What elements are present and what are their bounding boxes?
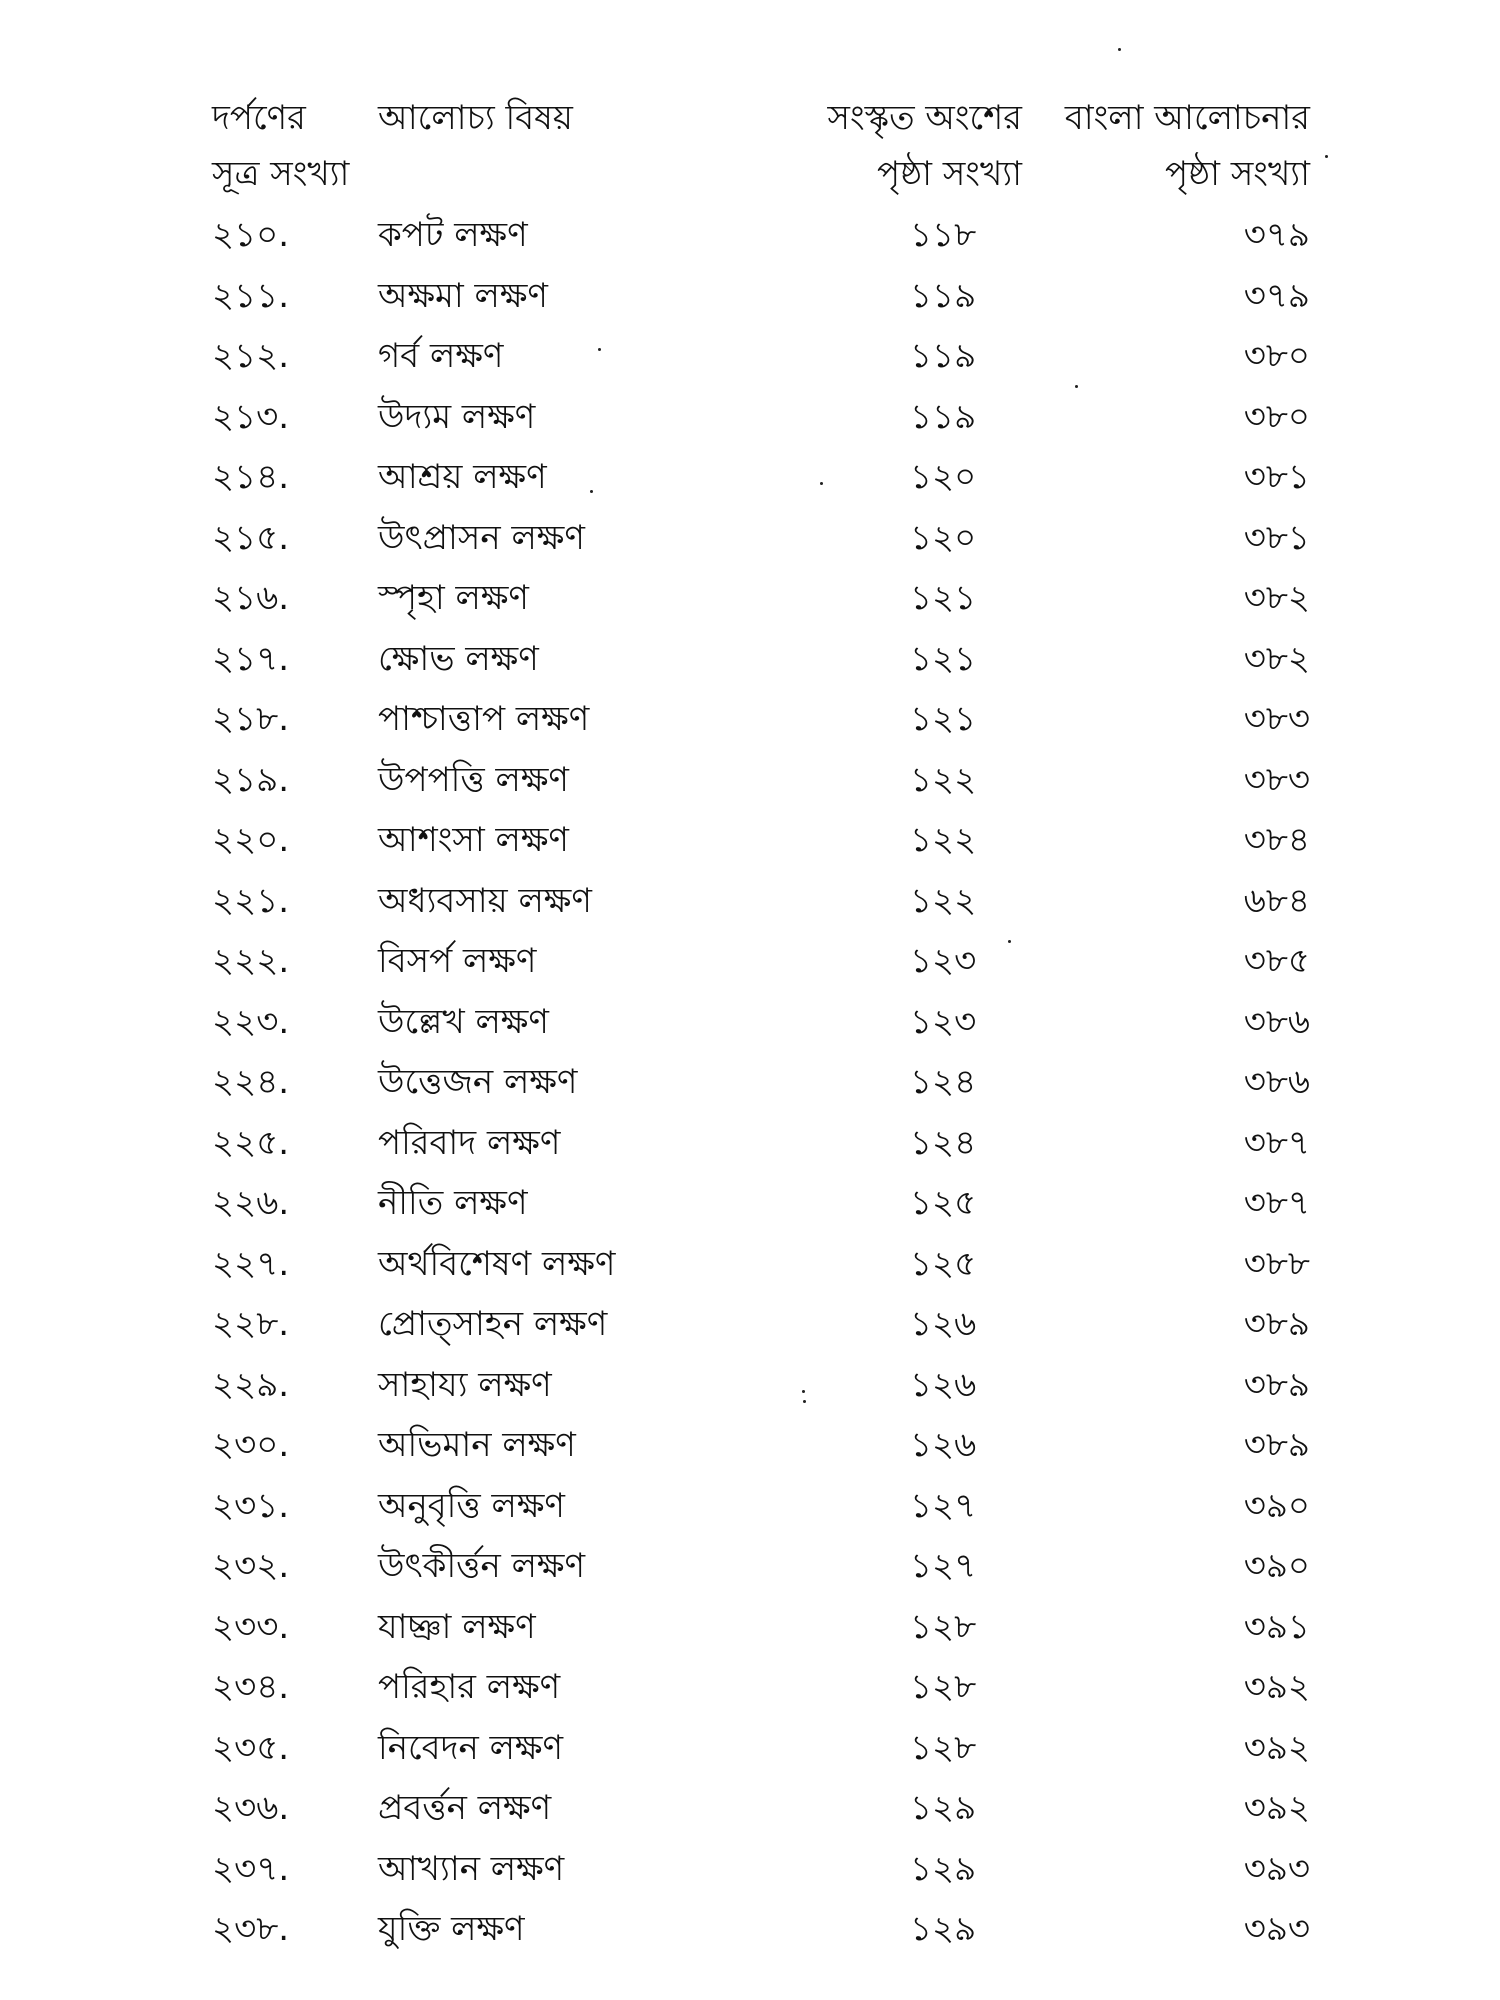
bangla-page-number: ৩৮২	[1243, 638, 1310, 679]
header-line: দর্পণের	[212, 98, 306, 138]
bangla-page-number: ৩৮৬	[1243, 1001, 1310, 1042]
table-row	[0, 1476, 1500, 1537]
sanskrit-page-number: ১১৯	[910, 336, 977, 376]
sutra-number: ২২১.	[212, 880, 290, 921]
topic-name: অভিমান লক্ষণ	[378, 1425, 576, 1465]
table-row	[0, 1113, 1500, 1174]
bangla-page-number: ৩৮৯	[1243, 1425, 1310, 1465]
sutra-number: ২২০.	[212, 820, 290, 860]
bangla-page-number: ৩৮০	[1243, 396, 1310, 437]
sutra-number: ২১০.	[212, 215, 290, 255]
bangla-page-number: ৩৮৭	[1243, 1183, 1310, 1223]
sutra-number: ২১৬.	[212, 578, 290, 618]
table-row	[0, 629, 1500, 690]
sanskrit-page-number: ১২১	[910, 638, 977, 679]
sutra-number: ২২৮.	[212, 1304, 290, 1344]
sanskrit-page-number: ১২৯	[910, 1848, 977, 1889]
topic-name: অর্থবিশেষণ লক্ষণ	[378, 1243, 616, 1284]
table-row	[0, 1536, 1500, 1597]
topic-name: প্রবর্ত্তন লক্ষণ	[378, 1788, 552, 1828]
scan-speck	[1008, 940, 1011, 943]
header-line: আলোচ্য বিষয়	[378, 98, 573, 138]
sutra-number: ২২৭.	[212, 1243, 290, 1284]
bangla-page-number: ৩৮৬	[1243, 1062, 1310, 1102]
sutra-number: ২২৬.	[212, 1183, 290, 1223]
bangla-page-number: ৩৯১	[1243, 1606, 1310, 1647]
scan-speck	[1118, 48, 1121, 51]
topic-name: অক্ষমা লক্ষণ	[378, 275, 548, 316]
sanskrit-page-number: ১২৬	[910, 1425, 977, 1465]
bangla-page-number: ৩৯২	[1243, 1727, 1310, 1768]
bangla-page-number: ৩৮১	[1243, 517, 1310, 558]
topic-name: যাচ্ঞা লক্ষণ	[378, 1606, 536, 1647]
scan-speck	[598, 348, 601, 351]
sanskrit-page-number: ১২৮	[910, 1667, 977, 1707]
bangla-page-number: ৩৯০	[1243, 1485, 1310, 1526]
sutra-number: ২৩২.	[212, 1546, 290, 1586]
sanskrit-page-number: ১২১	[910, 578, 977, 618]
topic-name: অনুবৃত্তি লক্ষণ	[378, 1485, 565, 1526]
topic-name: পরিহার লক্ষণ	[378, 1667, 561, 1707]
topic-name: পরিবাদ লক্ষণ	[378, 1122, 561, 1163]
sutra-number: ২৩১.	[212, 1485, 290, 1526]
table-row	[0, 1052, 1500, 1113]
topic-name: পাশ্চাত্তাপ লক্ষণ	[378, 699, 590, 739]
table-row	[0, 1718, 1500, 1779]
table-row	[0, 1657, 1500, 1718]
topic-name: উদ্যম লক্ষণ	[378, 396, 536, 437]
topic-name: উল্লেখ লক্ষণ	[378, 1001, 549, 1042]
bangla-page-number: ৩৮৪	[1243, 820, 1310, 860]
topic-name: উৎপ্রাসন লক্ষণ	[378, 517, 585, 558]
table-row	[0, 1899, 1500, 1960]
sutra-number: ২১৯.	[212, 759, 290, 800]
bangla-page-number: ৩৮৯	[1243, 1364, 1310, 1405]
bangla-page-number: ৩৮৫	[1243, 941, 1310, 981]
sutra-number: ২১১.	[212, 275, 290, 316]
sanskrit-page-number: ১২২	[910, 820, 977, 860]
bangla-page-number: ৩৮১	[1243, 457, 1310, 497]
table-row	[0, 387, 1500, 448]
scan-speck	[1325, 155, 1328, 158]
bangla-page-number: ৩৮৩	[1243, 699, 1310, 739]
sanskrit-page-number: ১২০	[910, 457, 977, 497]
sutra-number: ২১৭.	[212, 638, 290, 679]
sanskrit-page-number: ১২০	[910, 517, 977, 558]
sanskrit-page-number: ১২৯	[910, 1909, 977, 1949]
table-row	[0, 447, 1500, 508]
table-row	[0, 810, 1500, 871]
table-row	[0, 205, 1500, 266]
sanskrit-page-number: ১২৯	[910, 1788, 977, 1828]
topic-name: যুক্তি লক্ষণ	[378, 1909, 525, 1949]
topic-name: প্রোত্সাহন লক্ষণ	[378, 1304, 608, 1344]
sanskrit-page-number: ১২১	[910, 699, 977, 739]
header-sanskrit-page	[828, 90, 1022, 202]
sanskrit-page-number: ১২৬	[910, 1304, 977, 1344]
bangla-page-number: ৬৮৪	[1243, 880, 1310, 921]
scan-speck	[803, 1400, 806, 1403]
header-sutra-number	[212, 90, 349, 202]
table-row	[0, 1355, 1500, 1416]
topic-name: উৎকীর্ত্তন লক্ষণ	[378, 1546, 586, 1586]
sanskrit-page-number: ১২৫	[910, 1243, 977, 1284]
topic-name: বিসর্প লক্ষণ	[378, 941, 537, 981]
topic-name: কপট লক্ষণ	[378, 215, 528, 255]
topic-name: গর্ব লক্ষণ	[378, 336, 504, 376]
sanskrit-page-number: ১২৭	[910, 1546, 977, 1586]
table-row	[0, 931, 1500, 992]
table-row	[0, 266, 1500, 327]
table-body	[0, 205, 1500, 1960]
bangla-page-number: ৩৮৯	[1243, 1304, 1310, 1344]
sanskrit-page-number: ১২৮	[910, 1727, 977, 1768]
table-row	[0, 568, 1500, 629]
header-topic	[378, 90, 573, 146]
sutra-number: ২৩৫.	[212, 1727, 290, 1768]
scan-speck	[1075, 385, 1078, 388]
table-row	[0, 689, 1500, 750]
sanskrit-page-number: ১১৯	[910, 396, 977, 437]
bangla-page-number: ৩৯৩	[1243, 1848, 1310, 1889]
topic-name: ক্ষোভ লক্ষণ	[378, 638, 539, 679]
sanskrit-page-number: ১২৬	[910, 1364, 977, 1405]
bangla-page-number: ৩৮০	[1243, 336, 1310, 376]
sutra-number: ২৩০.	[212, 1425, 290, 1465]
bangla-page-number: ৩৮২	[1243, 578, 1310, 618]
sutra-number: ২১২.	[212, 336, 290, 376]
topic-name: উপপত্তি লক্ষণ	[378, 759, 569, 800]
bangla-page-number: ৩৮৩	[1243, 759, 1310, 800]
sutra-number: ২৩৮.	[212, 1909, 290, 1949]
sutra-number: ২২২.	[212, 941, 290, 981]
sanskrit-page-number: ১২৮	[910, 1606, 977, 1647]
table-row	[0, 1778, 1500, 1839]
sutra-number: ২৩৪.	[212, 1667, 290, 1707]
sanskrit-page-number: ১২৪	[910, 1122, 977, 1163]
header-line: সূত্র সংখ্যা	[212, 154, 350, 194]
header-line: সংস্কৃত অংশের	[827, 98, 1022, 138]
bangla-page-number: ৩৯২	[1243, 1788, 1310, 1828]
table-row	[0, 1839, 1500, 1900]
sutra-number: ২১৮.	[212, 699, 290, 739]
topic-name: নিবেদন লক্ষণ	[378, 1727, 564, 1768]
topic-name: আশংসা লক্ষণ	[378, 820, 569, 860]
sutra-number: ২১৩.	[212, 396, 290, 437]
header-line: পৃষ্ঠা সংখ্যা	[876, 154, 1022, 194]
header-bangla-page	[1065, 90, 1310, 202]
table-row	[0, 750, 1500, 811]
topic-name: সাহায্য লক্ষণ	[378, 1364, 552, 1405]
sanskrit-page-number: ১২২	[910, 759, 977, 800]
table-row	[0, 1294, 1500, 1355]
sutra-number: ২২৪.	[212, 1062, 290, 1102]
table-row	[0, 1173, 1500, 1234]
sanskrit-page-number: ১২৪	[910, 1062, 977, 1102]
sanskrit-page-number: ১২৫	[910, 1183, 977, 1223]
topic-name: আশ্রয় লক্ষণ	[378, 457, 547, 497]
sutra-number: ২১৫.	[212, 517, 290, 558]
bangla-page-number: ৩৯০	[1243, 1546, 1310, 1586]
scan-speck	[590, 490, 593, 493]
topic-name: আখ্যান লক্ষণ	[378, 1848, 565, 1889]
bangla-page-number: ৩৮৮	[1243, 1243, 1310, 1284]
table-row	[0, 1415, 1500, 1476]
table-row	[0, 508, 1500, 569]
bangla-page-number: ৩৮৭	[1243, 1122, 1310, 1163]
sutra-number: ২৩৭.	[212, 1848, 290, 1889]
header-line: বাংলা আলোচনার	[1064, 98, 1310, 138]
topic-name: স্পৃহা লক্ষণ	[378, 578, 529, 618]
sutra-number: ২১৪.	[212, 457, 290, 497]
table-row	[0, 326, 1500, 387]
table-row	[0, 992, 1500, 1053]
bangla-page-number: ৩৯২	[1243, 1667, 1310, 1707]
scan-speck	[802, 1390, 805, 1393]
sutra-number: ২৩৬.	[212, 1788, 290, 1828]
topic-name: অধ্যবসায় লক্ষণ	[378, 880, 592, 921]
sanskrit-page-number: ১২৭	[910, 1485, 977, 1526]
sutra-number: ২২৩.	[212, 1001, 290, 1042]
sanskrit-page-number: ১২২	[910, 880, 977, 921]
sanskrit-page-number: ১২৩	[910, 1001, 977, 1042]
sanskrit-page-number: ১১৮	[910, 215, 977, 255]
bangla-page-number: ৩৭৯	[1243, 215, 1310, 255]
bangla-page-number: ৩৭৯	[1243, 275, 1310, 316]
topic-name: নীতি লক্ষণ	[378, 1183, 528, 1223]
sutra-number: ২২৫.	[212, 1122, 290, 1163]
bangla-page-number: ৩৯৩	[1243, 1909, 1310, 1949]
table-row	[0, 871, 1500, 932]
header-line: পৃষ্ঠা সংখ্যা	[1164, 154, 1310, 194]
table-row	[0, 1597, 1500, 1658]
table-row	[0, 1234, 1500, 1295]
sanskrit-page-number: ১২৩	[910, 941, 977, 981]
sanskrit-page-number: ১১৯	[910, 275, 977, 316]
table-header	[0, 90, 1500, 210]
scan-speck	[820, 482, 823, 485]
topic-name: উত্তেজন লক্ষণ	[378, 1062, 578, 1102]
sutra-number: ২৩৩.	[212, 1606, 290, 1647]
sutra-number: ২২৯.	[212, 1364, 290, 1405]
